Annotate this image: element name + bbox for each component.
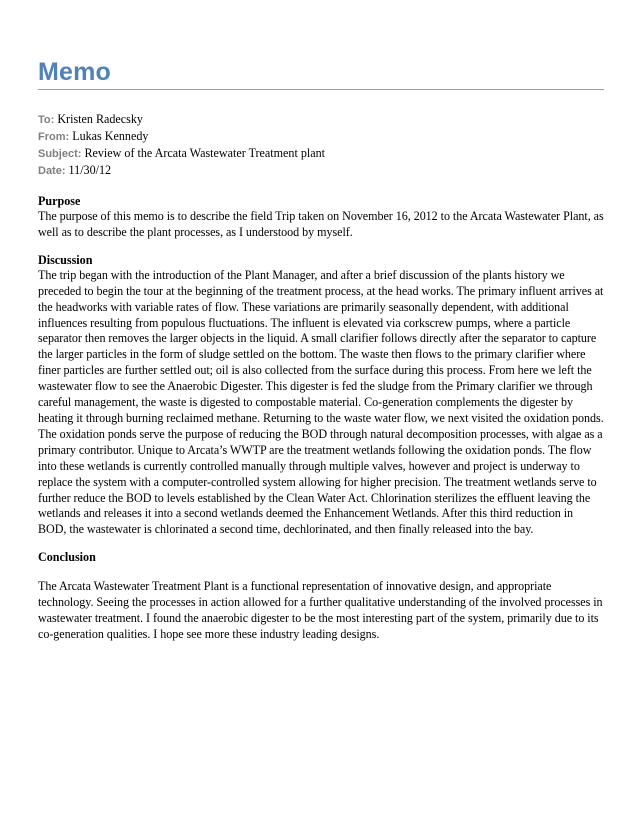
purpose-paragraph: The purpose of this memo is to describe the field Trip taken on November 16, 2012 to the Arcata Wastewater Plant, as well as to describe the plant processes, as I understood by myself. bbox=[38, 209, 604, 239]
from-value: Lukas Kennedy bbox=[72, 129, 149, 143]
conclusion-heading: Conclusion bbox=[38, 550, 96, 565]
from-line bbox=[38, 128, 604, 145]
memo-page bbox=[38, 56, 604, 643]
to-label: To: bbox=[38, 114, 55, 126]
subject-line bbox=[38, 145, 604, 162]
from-label: From: bbox=[38, 131, 70, 143]
memo-header bbox=[38, 111, 604, 179]
title-divider bbox=[38, 89, 604, 90]
conclusion-paragraph: The Arcata Wastewater Treatment Plant is a functional representation of innovative design, and appropriate technology. Seeing the processes in action allowed for a further qualitative understanding of the involved processes in wastewater treatment. I found the anaerobic digester to be the most interesting part of the system, primarily due to its co-generation qualities. I hope see more these industry leading designs. bbox=[38, 579, 603, 641]
to-value: Kristen Radecsky bbox=[57, 112, 143, 126]
subject-value: Review of the Arcata Wastewater Treatment plant bbox=[84, 146, 326, 160]
memo-title: Memo bbox=[38, 58, 112, 86]
subject-label: Subject: bbox=[38, 148, 82, 160]
date-line bbox=[38, 162, 604, 179]
date-label: Date: bbox=[38, 165, 66, 177]
discussion-paragraph: The trip began with the introduction of the Plant Manager, and after a brief discussion of the plants history we preceded to begin the tour at the beginning of the treatment process, at the head works. The primary influent arrives at the headworks with variable rates of flow. These variations are primarily seasonally dependent, with additional influences resulting from populous fluctuations. The influent is elevated via corkscrew pumps, where a particle separator then removes the larger objects in the liquid. A small clarifier follows directly after the separator to capture the larger particles in the form of sludge settled on the bottom. The waste then flows to the primary clarifier where finer particles are further settled out; oil is also collected from the surface during this process. From here we left the wastewater flow to see the Anaerobic Digester. This digester is fed the sludge from the Primary clarifier we through careful management, the waste is digested to compostable material. Co-generation complements the digester by heating it through burning reclaimed methane. Returning to the waste water flow, we next visited the oxidation ponds. The oxidation ponds serve the purpose of reducing the BOD through natural decomposition processes, with algae as a primary contributor. Unique to Arcata’s WWTP are the treatment wetlands following the oxidation ponds. The flow into these wetlands is currently controlled manually through multiple valves, however and project is underway to replace the system with a computer-controlled system allowing for higher precision. The treatment wetlands serve to further reduce the BOD to levels established by the Clean Water Act. Chlorination sterilizes the effluent leaving the wetlands and releases it into a second wetlands deemed the Enhancement Wetlands. After this third reduction in BOD, the wastewater is chlorinated a second time, dechlorinated, and then finally released into the bay. bbox=[38, 267, 604, 537]
date-value: 11/30/12 bbox=[68, 163, 112, 177]
discussion-heading: Discussion bbox=[38, 252, 93, 267]
purpose-heading: Purpose bbox=[38, 194, 81, 208]
to-line bbox=[38, 111, 604, 128]
